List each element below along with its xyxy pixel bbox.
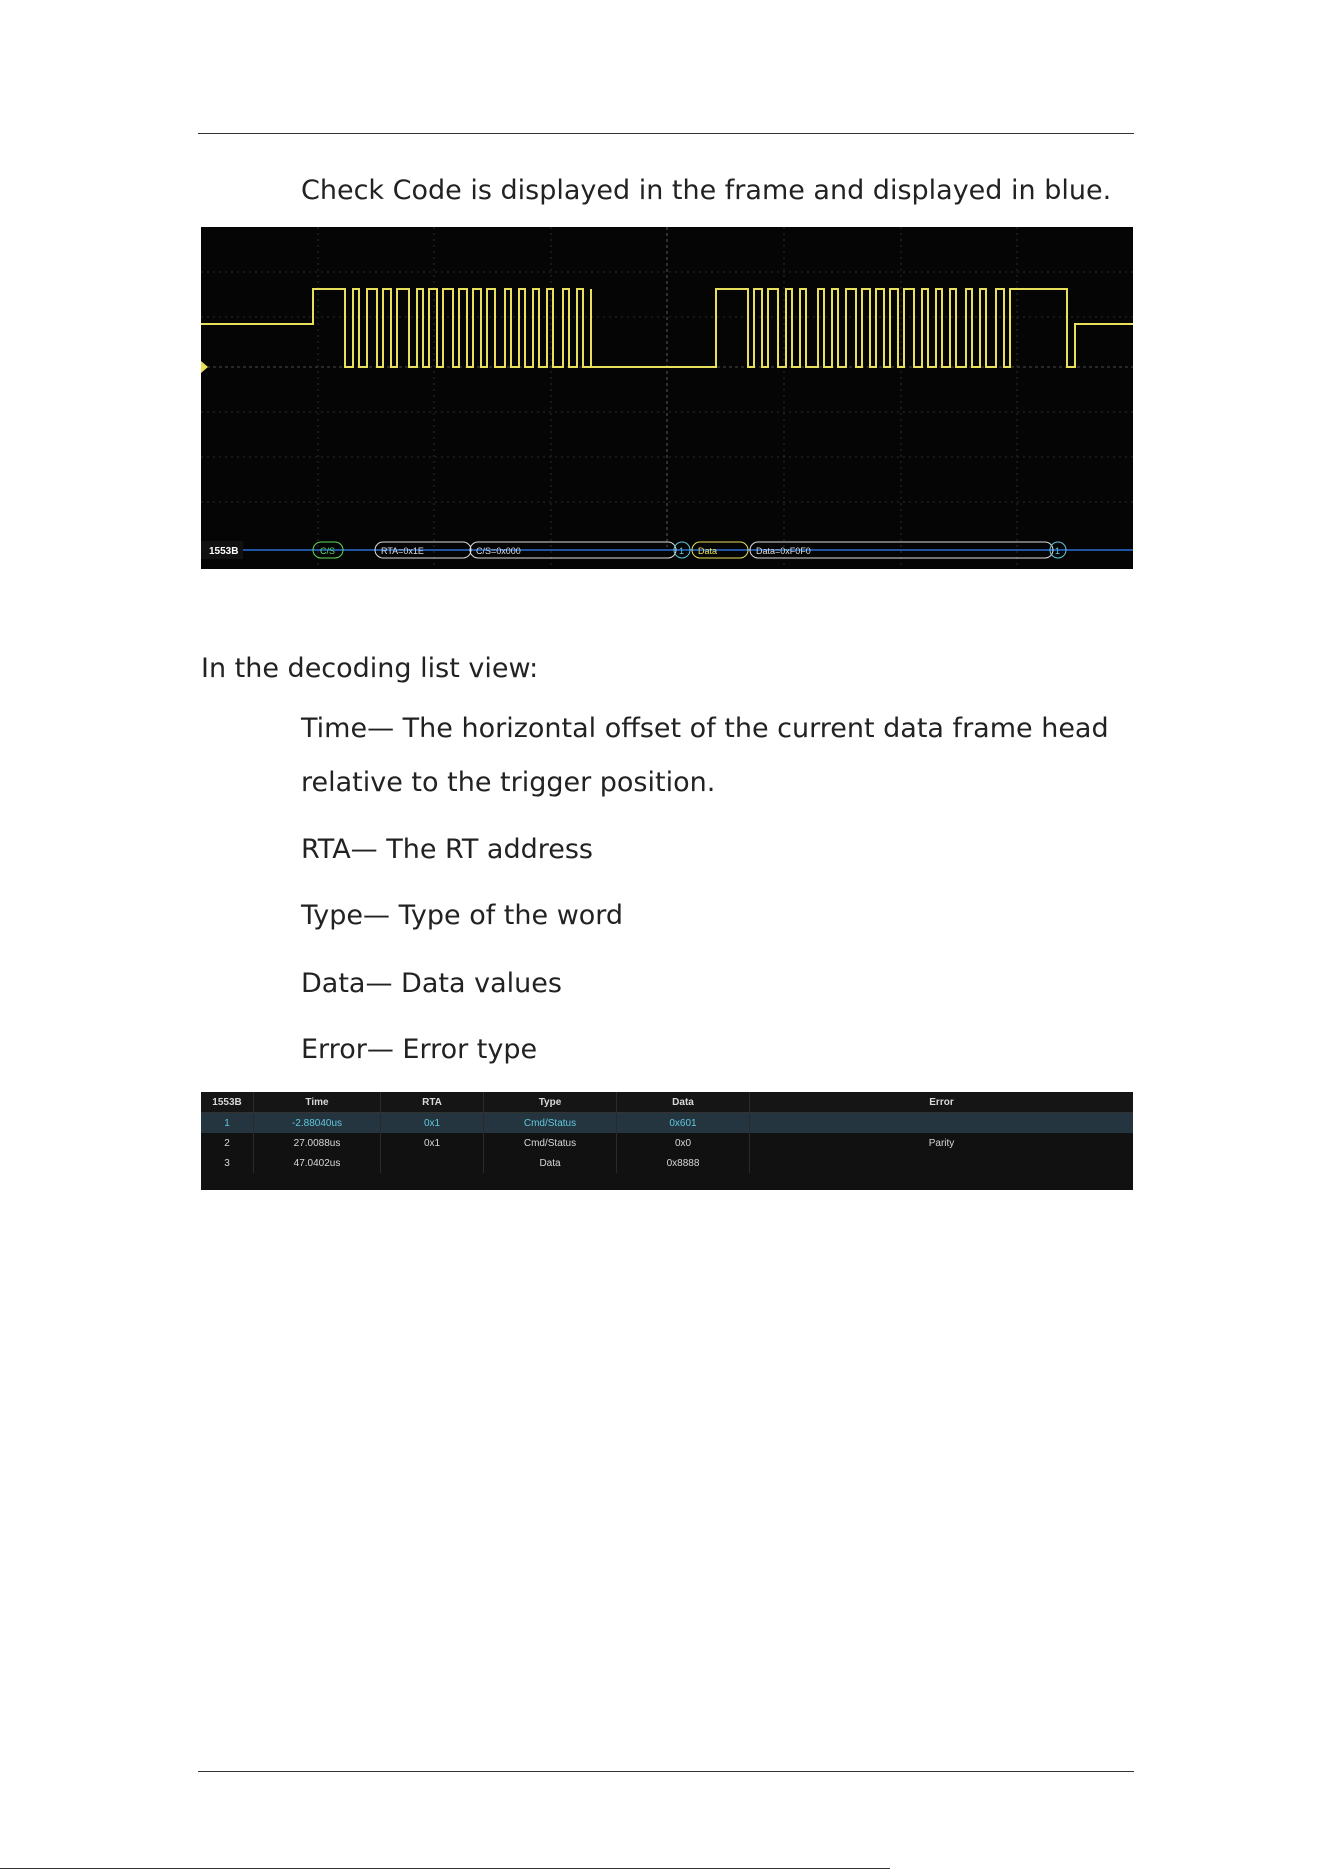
column-header-rta: RTA	[381, 1092, 484, 1113]
column-header-data: Data	[617, 1092, 750, 1113]
row-data: 0x0	[617, 1133, 750, 1153]
row-type: Cmd/Status	[484, 1133, 617, 1153]
row-index: 1	[201, 1113, 254, 1134]
table-row[interactable]	[201, 1113, 1133, 1134]
column-header-time: Time	[254, 1092, 381, 1113]
definition-data: Data— Data values	[301, 968, 562, 999]
data-type-label: Data	[698, 546, 718, 556]
page-edge-rule	[0, 1868, 890, 1869]
oscilloscope-capture	[201, 227, 1133, 569]
footer-rule	[198, 1771, 1134, 1772]
row-index: 3	[224, 1157, 230, 1169]
decode-list-capture	[201, 1092, 1133, 1190]
row-time: 47.0402us	[254, 1153, 381, 1173]
intro-text: Check Code is displayed in the frame and displayed in blue.	[301, 175, 1112, 206]
check-code-1-label: 1	[679, 546, 685, 556]
check-code-2-label: 1	[1055, 546, 1061, 556]
row-rta	[381, 1153, 484, 1173]
table-row[interactable]	[201, 1153, 1133, 1173]
row-error: Parity	[750, 1133, 1134, 1153]
definition-time-line2: relative to the trigger position.	[301, 767, 716, 798]
cs-type-label: C/S	[320, 546, 336, 556]
list-heading: In the decoding list view:	[201, 653, 539, 684]
rta-label: RTA=0x1E	[381, 546, 424, 556]
cs-value-label: C/S=0x000	[476, 546, 521, 556]
header-rule	[198, 133, 1134, 134]
decode-table	[201, 1092, 1133, 1173]
data-value-label: Data=0xF0F0	[756, 546, 811, 556]
row-rta: 0x1	[381, 1133, 484, 1153]
waveform-figure	[201, 227, 1133, 569]
row-index: 2	[224, 1137, 230, 1149]
row-rta: 0x1	[381, 1113, 484, 1134]
protocol-label: 1553B	[209, 546, 239, 557]
row-time: 27.0088us	[254, 1133, 381, 1153]
decode-table-header	[201, 1092, 1133, 1113]
definition-rta: RTA— The RT address	[301, 834, 593, 865]
table-row[interactable]	[201, 1133, 1133, 1153]
row-data: 0x601	[617, 1113, 750, 1134]
row-type: Data	[484, 1153, 617, 1173]
column-header-protocol: 1553B	[201, 1092, 254, 1113]
row-type: Cmd/Status	[484, 1113, 617, 1134]
row-error	[750, 1113, 1134, 1134]
row-time: -2.88040us	[254, 1113, 381, 1134]
column-header-error: Error	[750, 1092, 1134, 1113]
column-header-type: Type	[484, 1092, 617, 1113]
definition-type: Type— Type of the word	[301, 900, 624, 931]
row-data: 0x8888	[617, 1153, 750, 1173]
row-error	[750, 1153, 1134, 1173]
definition-time-line1: Time— The horizontal offset of the current data frame head	[301, 713, 1109, 744]
definition-error: Error— Error type	[301, 1034, 538, 1065]
